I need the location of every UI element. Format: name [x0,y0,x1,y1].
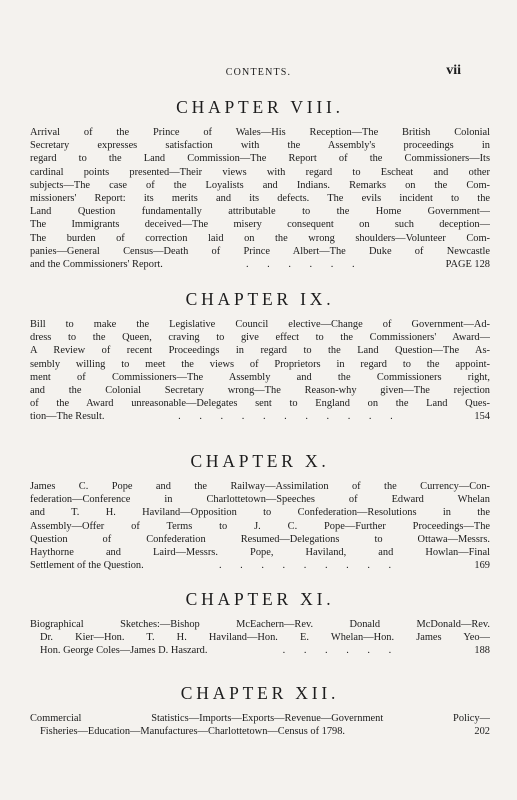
chapter-summary [30,318,490,424]
summary-last-line [30,644,490,657]
dot-leaders: . . . . . . . . . [218,560,400,572]
chapter-heading: CHAPTER XI. [185,589,335,609]
chapter-heading: CHAPTER IX. [185,289,335,309]
summary-line: panies—General Census—Death of Prince Albert—The Duke of Newcastle [30,245,490,257]
summary-line: Arrival of the Prince of Wales—His Reception—The British Colonial [30,127,490,138]
summary-line: The Immigrants deceived—The misery consequent on such deception— [30,219,490,231]
summary-line: Land Question fundamentally attributable to the Home Government— [30,206,490,218]
page-reference: 188 [474,645,490,657]
chapter-summary [30,712,490,738]
dot-leaders: . . . . . . [245,259,363,271]
page-reference: 202 [474,726,490,738]
summary-line-end: and the Commissioners' Report. [30,259,163,271]
summary-line: A Review of recent Proceedings in regard to the Land Question—The As- [30,345,490,357]
summary-line: Haythorne and Laird—Messrs. Pope, Haviland, and Howlan—Final [30,547,490,559]
summary-line: federation—Conference in Charlottetown—Speeches of Edward Whelan [30,494,490,506]
summary-last-line [30,559,490,572]
summary-line: and T. H. Haviland—Opposition to Confederation—Resolutions in the [30,507,490,519]
summary-line: Commercial Statistics—Imports—Exports—Revenue—Government Policy— [30,713,490,724]
summary-line: Biographical Sketches:—Bishop McEachern—Rev. Donald McDonald—Rev. [30,619,490,630]
summary-line: dress to the Queen, craving to give effect to the Commissioners' Award— [30,332,490,344]
page-number: vii [446,63,461,78]
summary-line: Dr. Kier—Hon. T. H. Haviland—Hon. E. Whelan—Hon. James Yeo— [40,632,490,644]
chapter-heading: CHAPTER XII. [180,683,340,703]
chapter-summary [30,126,490,271]
page-reference: 154 [474,411,490,423]
page-reference: PAGE 128 [445,259,490,271]
dot-leaders: . . . . . . . . . . . [178,411,401,423]
summary-line: Secretary expresses satisfaction with the Assembly's proceedings in [30,140,490,152]
summary-line: missioners' Report: its merits and its defects. The evils incident to the [30,193,490,205]
chapter-viii [30,96,490,271]
chapter-summary [30,618,490,658]
chapter-x [30,450,490,572]
summary-last-line [30,258,490,271]
summary-last-line [30,410,490,423]
summary-line: James C. Pope and the Railway—Assimilation of the Currency—Con- [30,481,490,492]
summary-line: Bill to make the Legislative Council elective—Change of Government—Ad- [30,319,490,330]
summary-line-end: tion—The Result. [30,411,105,423]
chapter-ix [30,288,490,424]
chapter-xi [30,588,490,658]
running-head [0,63,517,83]
summary-line-end: Settlement of the Question. [30,560,144,572]
page-reference: 169 [474,560,490,572]
running-title: CONTENTS. [225,67,292,78]
dot-leaders [345,725,474,738]
summary-line: ment of Commissioners—The Assembly and the Commissioners right, [30,371,490,383]
summary-line: cardinal points presented—Their views with regard to Escheat and other [30,166,490,178]
chapter-summary [30,480,490,572]
summary-line: regard to the Land Commission—The Report of the Commissioners—Its [30,153,490,165]
chapter-heading: CHAPTER VIII. [176,97,344,117]
summary-last-line [30,725,490,738]
summary-line: The burden of correction laid on the wrong shoulders—Volunteer Com- [30,232,490,244]
summary-line: subjects—The case of the Loyalists and Indians. Remarks on the Com- [30,179,490,191]
summary-line: Assembly—Offer of Terms to J. C. Pope—Further Proceedings—The [30,520,490,532]
summary-line: of the Award unreasonable—Delegates sent to England on the Land Ques- [30,398,490,410]
summary-line-end: Hon. George Coles—James D. Haszard. [40,645,208,657]
summary-line-end: Fisheries—Education—Manufactures—Charlottetown—Census of 1798. [40,726,346,738]
summary-line: Question of Confederation Resumed—Delegations to Ottawa—Messrs. [30,533,490,545]
chapter-xii [30,682,490,738]
summary-line: and the Colonial Secretary wrong—The Reason-why given—The rejection [30,385,490,397]
dot-leaders: . . . . . . [282,645,400,657]
summary-line: sembly willing to meet the views of Proprietors in regard to the appoint- [30,358,490,370]
chapter-heading: CHAPTER X. [190,451,330,471]
